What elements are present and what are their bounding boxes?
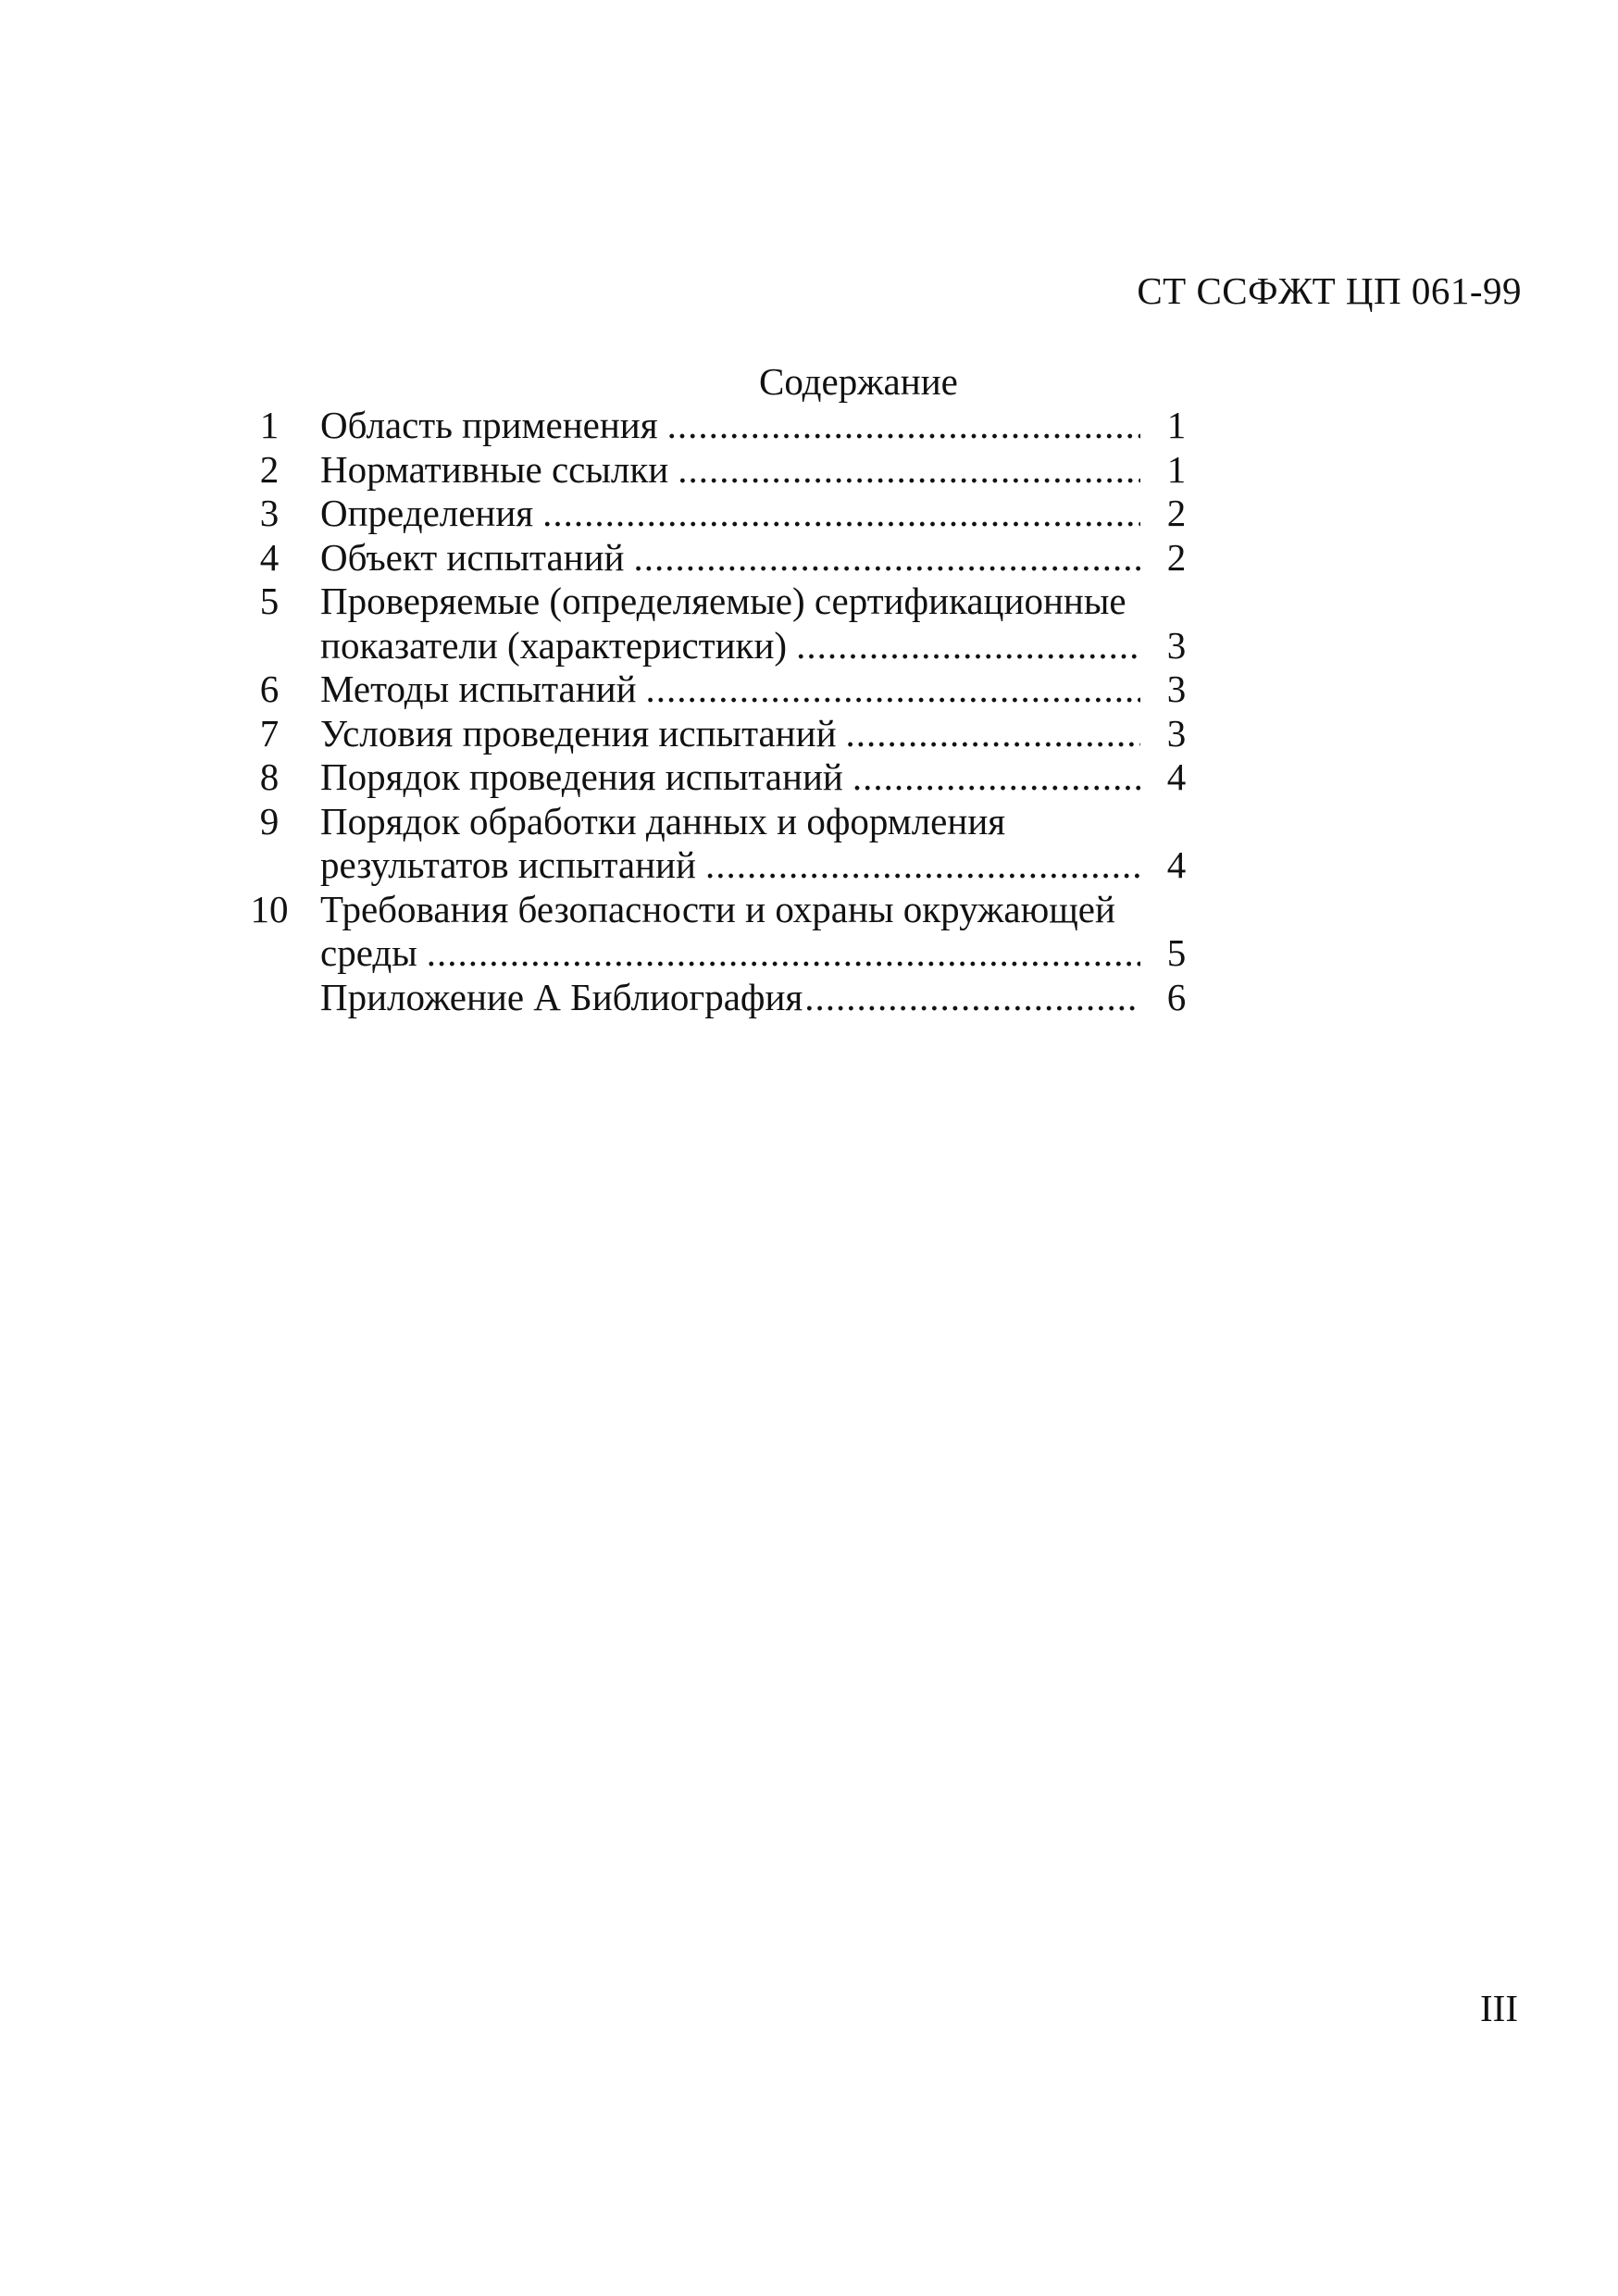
toc-item-appendix	[218, 976, 1200, 1020]
page-number: III	[1480, 1987, 1518, 2029]
toc-item-number: 5	[259, 580, 280, 622]
toc-item-title: Определения	[320, 492, 534, 534]
toc-item-number: 9	[259, 799, 280, 842]
document-code: СТ ССФЖТ ЦП 061-99	[1137, 269, 1522, 312]
toc-item-title: Приложение А Библиография	[320, 975, 803, 1018]
toc-item-number: 7	[259, 711, 280, 755]
toc-item-page: 1	[1166, 447, 1187, 491]
toc-item	[218, 712, 1200, 756]
toc-item-page: 2	[1166, 535, 1187, 579]
toc-item-title: Нормативные ссылки	[320, 447, 669, 491]
toc-item-title: Порядок обработки данных и оформления	[320, 799, 1006, 842]
toc-item	[218, 404, 1200, 448]
toc-item-number: 2	[259, 447, 280, 491]
toc-leader-dots	[705, 843, 1140, 888]
toc-item-number: 8	[259, 755, 280, 798]
toc-item-page: 4	[1166, 843, 1187, 886]
toc-item	[218, 888, 1200, 976]
toc-item-title: Условия проведения испытаний	[320, 711, 837, 755]
toc-item-title-continued: показатели (характеристики)	[320, 623, 788, 667]
toc-item-title: Проверяемые (определяемые) сертификационные	[320, 580, 1126, 622]
toc-item-title: Порядок проведения испытаний	[320, 755, 843, 798]
toc-item-page: 5	[1166, 931, 1187, 974]
toc-item-number: 10	[250, 887, 289, 930]
toc-item-title: Методы испытаний	[320, 668, 637, 710]
toc-item-number: 6	[259, 668, 280, 710]
toc-item-page: 6	[1166, 975, 1187, 1018]
toc-item-title-continued: результатов испытаний	[320, 843, 696, 886]
toc-item	[218, 668, 1200, 712]
toc-item	[218, 536, 1200, 580]
toc-item-title-continued: среды	[320, 931, 417, 974]
toc-leader-dots	[427, 931, 1140, 976]
toc-item-page: 2	[1166, 492, 1187, 534]
toc-item-title: Требования безопасности и охраны окружающей	[320, 887, 1115, 930]
toc-item	[218, 755, 1200, 800]
toc-item	[218, 492, 1200, 536]
toc-item-page: 1	[1166, 404, 1187, 446]
toc-item-number: 4	[259, 535, 280, 579]
table-of-contents	[218, 404, 1200, 1019]
toc-item	[218, 580, 1200, 668]
toc-item-page: 4	[1166, 755, 1187, 798]
toc-item-title: Область применения	[320, 404, 658, 446]
toc-leader-dots	[646, 668, 1140, 712]
toc-leader-dots	[667, 404, 1140, 448]
toc-leader-dots	[846, 712, 1140, 756]
toc-item-number: 3	[259, 492, 280, 534]
toc-item-page: 3	[1166, 711, 1187, 755]
toc-item-number: 1	[259, 404, 280, 446]
toc-item-title: Объект испытаний	[320, 535, 625, 579]
toc-leader-dots	[542, 492, 1140, 536]
toc-item-page: 3	[1166, 623, 1187, 667]
toc-item	[218, 800, 1200, 888]
toc-leader-dots	[678, 448, 1140, 493]
toc-leader-dots	[804, 976, 1140, 1020]
toc-leader-dots	[633, 536, 1140, 580]
toc-item-page: 3	[1166, 668, 1187, 710]
toc-leader-dots	[796, 624, 1140, 668]
toc-leader-dots	[853, 755, 1140, 800]
toc-title: Содержание	[759, 360, 958, 403]
toc-item	[218, 448, 1200, 493]
